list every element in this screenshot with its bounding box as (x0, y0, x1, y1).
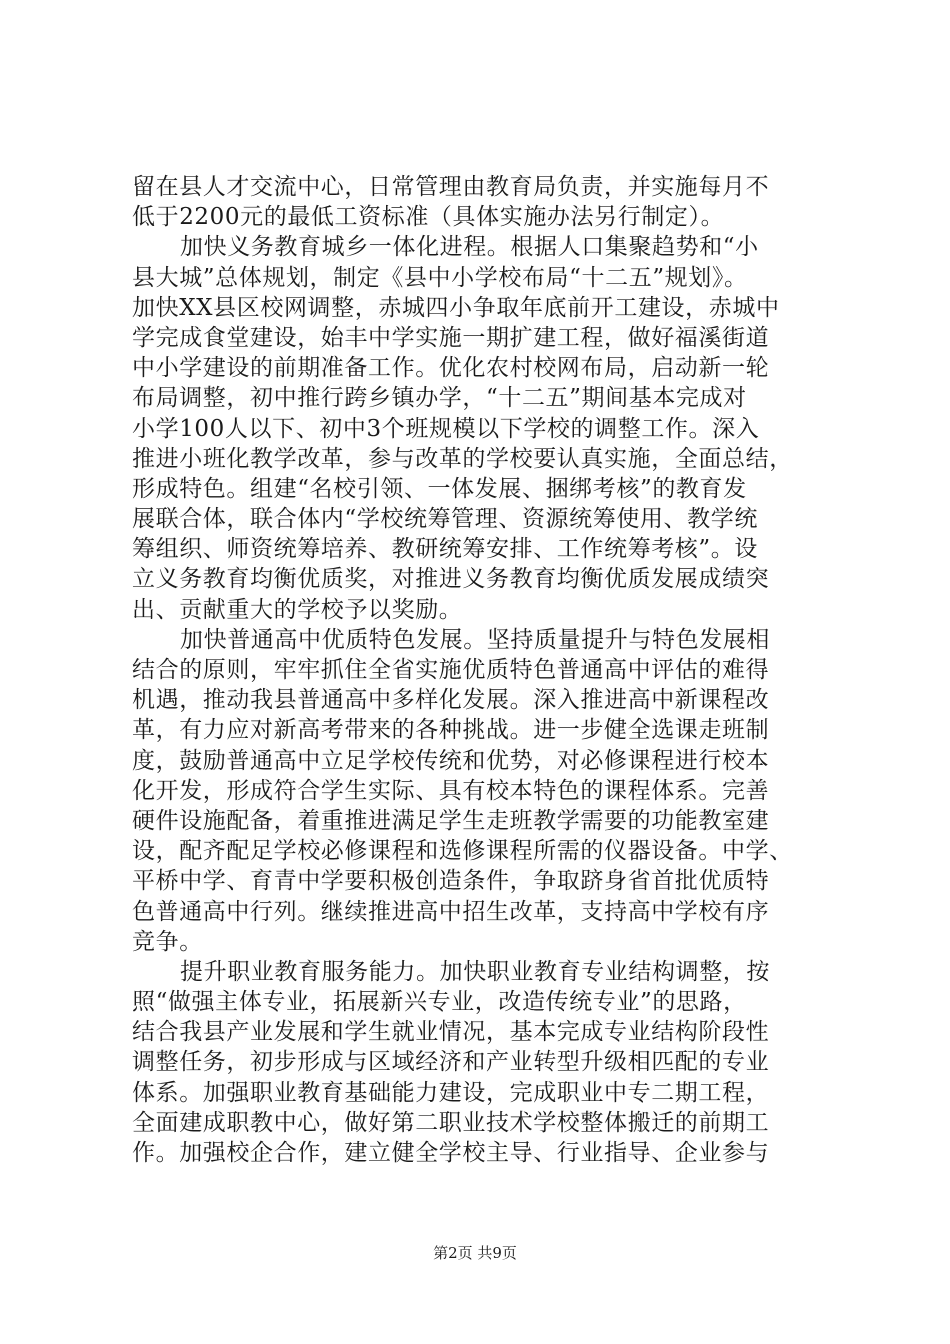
text-line: 县大城”总体规划，制定《县中小学校布局“十二五”规划》。 (132, 264, 748, 291)
text-line: 立义务教育均衡优质奖，对推进义务教育均衡优质发展成绩突 (132, 566, 770, 593)
text-line: 调整任务，初步形成与区域经济和产业转型升级相匹配的专业 (132, 1049, 770, 1076)
text-line: 照“做强主体专业，拓展新兴专业，改造传统专业”的思路， (132, 989, 747, 1016)
document-body (132, 172, 832, 1168)
text-line: 结合的原则，牢牢抓住全省实施优质特色普通高中评估的难得 (132, 657, 770, 683)
paragraph-first-line: 加快义务教育城乡一体化进程。根据人口集聚趋势和“小 (180, 234, 759, 261)
text-line: 加快XX县区校网调整，赤城四小争取年底前开工建设，赤城中 (132, 294, 780, 321)
text-line: 硬件设施配备，着重推进满足学生走班教学需要的功能教室建 (132, 807, 770, 834)
text-line: 低于2200元的最低工资标准（具体实施办法另行制定）。 (132, 204, 725, 231)
paragraph-first-line: 加快普通高中优质特色发展。坚持质量提升与特色发展相 (180, 626, 770, 653)
text-line: 展联合体，联合体内“学校统筹管理、资源统筹使用、教学统 (132, 506, 758, 533)
text-line: 革，有力应对新高考带来的各种挑战。进一步健全选课走班制 (132, 717, 770, 744)
text-line: 形成特色。组建“名校引领、一体发展、捆绑考核”的教育发 (132, 475, 747, 502)
paragraph-first-line: 提升职业教育服务能力。加快职业教育专业结构调整，按 (180, 958, 770, 985)
text-line: 度，鼓励普通高中立足学校传统和优势，对必修课程进行校本 (132, 747, 770, 774)
page-footer (0, 1243, 950, 1263)
text-line: 平桥中学、育青中学要积极创造条件，争取跻身省首批优质特 (132, 868, 770, 895)
text-line: 筹组织、师资统筹培养、教研统筹安排、工作统筹考核”。设 (132, 536, 758, 563)
text-line: 体系。加强职业教育基础能力建设，完成职业中专二期工程， (132, 1079, 770, 1106)
text-line: 机遇，推动我县普通高中多样化发展。深入推进高中新课程改 (132, 687, 770, 714)
text-line: 全面建成职教中心，做好第二职业技术学校整体搬迁的前期工 (132, 1109, 770, 1136)
text-line: 中小学建设的前期准备工作。优化农村校网布局，启动新一轮 (132, 355, 770, 382)
text-line: 布局调整，初中推行跨乡镇办学，“十二五”期间基本完成对 (132, 385, 747, 412)
text-line: 设，配齐配足学校必修课程和选修课程所需的仪器设备。中学、 (132, 838, 793, 865)
text-line: 竞争。 (132, 928, 203, 955)
text-line: 作。加强校企合作，建立健全学校主导、行业指导、企业参与 (132, 1140, 770, 1166)
text-line: 出、贡献重大的学校予以奖励。 (132, 596, 463, 623)
text-line: 化开发，形成符合学生实际、具有校本特色的课程体系。完善 (132, 777, 770, 804)
text-line: 色普通高中行列。继续推进高中招生改革，支持高中学校有序 (132, 898, 770, 925)
text-line: 学完成食堂建设，始丰中学实施一期扩建工程，做好福溪街道 (132, 324, 770, 351)
text-line: 结合我县产业发展和学生就业情况，基本完成专业结构阶段性 (132, 1019, 770, 1046)
page-number: 第2页 共9页 (433, 1244, 517, 1262)
text-line: 推进小班化教学改革，参与改革的学校要认真实施，全面总结， (132, 445, 793, 472)
text-line: 留在县人才交流中心，日常管理由教育局负责，并实施每月不 (132, 174, 770, 200)
text-line: 小学100人以下、初中3个班规模以下学校的调整工作。深入 (132, 415, 760, 442)
